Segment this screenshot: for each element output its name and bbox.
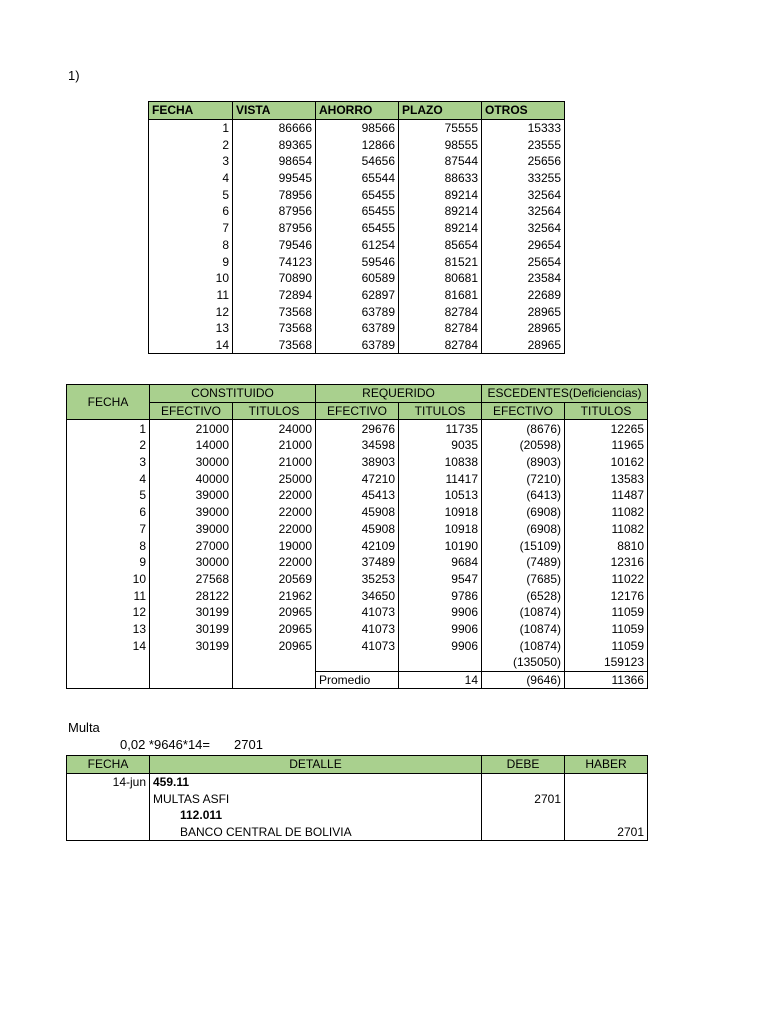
col-header-fecha: FECHA bbox=[149, 102, 233, 120]
average-efectivo: (9646) bbox=[482, 671, 565, 689]
empty-cell bbox=[233, 671, 316, 689]
table-cell: 82784 bbox=[399, 337, 482, 354]
table-cell: 12866 bbox=[316, 136, 399, 153]
average-row bbox=[67, 671, 648, 689]
table-cell: 15333 bbox=[482, 119, 565, 136]
table-cell: 11059 bbox=[565, 604, 648, 621]
table-row bbox=[67, 454, 648, 471]
table-cell: 4 bbox=[149, 170, 233, 187]
table-row bbox=[149, 303, 565, 320]
table-cell: 5 bbox=[67, 487, 150, 504]
table-cell: 14 bbox=[67, 637, 150, 654]
table-cell: 9 bbox=[149, 253, 233, 270]
table-row bbox=[149, 287, 565, 304]
table-row bbox=[149, 186, 565, 203]
table-cell: 30199 bbox=[150, 621, 233, 638]
empty-cell bbox=[67, 654, 150, 671]
table-row bbox=[149, 119, 565, 136]
table-cell: 24000 bbox=[233, 420, 316, 437]
table-cell: 70890 bbox=[233, 270, 316, 287]
table-row bbox=[67, 824, 648, 841]
table-cell: 41073 bbox=[316, 637, 399, 654]
table-cell: (20598) bbox=[482, 437, 565, 454]
sub-header-efectivo: EFECTIVO bbox=[482, 402, 565, 420]
table-row bbox=[67, 554, 648, 571]
table-cell: 11082 bbox=[565, 521, 648, 538]
table-cell: 74123 bbox=[233, 253, 316, 270]
table-cell: 11059 bbox=[565, 621, 648, 638]
table-cell: 47210 bbox=[316, 470, 399, 487]
table-cell: 9035 bbox=[399, 437, 482, 454]
table-row bbox=[149, 153, 565, 170]
table-cell: 81681 bbox=[399, 287, 482, 304]
table-cell: 34598 bbox=[316, 437, 399, 454]
table-cell: 63789 bbox=[316, 337, 399, 354]
table-cell: 45908 bbox=[316, 521, 399, 538]
table-cell: 65455 bbox=[316, 220, 399, 237]
debe-cell: 2701 bbox=[482, 790, 565, 807]
group-header-escedentes: ESCEDENTES(Deficiencias) bbox=[482, 385, 648, 403]
table-cell: 11 bbox=[149, 287, 233, 304]
table-cell: 89365 bbox=[233, 136, 316, 153]
fecha-cell bbox=[67, 790, 150, 807]
table-cell: 39000 bbox=[150, 487, 233, 504]
table-cell: 21000 bbox=[233, 437, 316, 454]
col-header-fecha: FECHA bbox=[67, 756, 150, 774]
table-cell: 12176 bbox=[565, 587, 648, 604]
journal-table bbox=[66, 755, 648, 841]
table-cell: 65455 bbox=[316, 186, 399, 203]
table-cell: 62897 bbox=[316, 287, 399, 304]
section-number: 1) bbox=[68, 68, 80, 83]
table-cell: 88633 bbox=[399, 170, 482, 187]
col-header-plazo: PLAZO bbox=[399, 102, 482, 120]
table-row bbox=[149, 170, 565, 187]
table-row bbox=[67, 470, 648, 487]
empty-cell bbox=[233, 654, 316, 671]
table-cell: 87956 bbox=[233, 203, 316, 220]
detalle-cell: BANCO CENTRAL DE BOLIVIA bbox=[150, 824, 482, 841]
table-cell: 6 bbox=[149, 203, 233, 220]
table-cell: 98566 bbox=[316, 119, 399, 136]
journal-header-row bbox=[67, 756, 648, 774]
table-row bbox=[67, 773, 648, 790]
table-cell: 10918 bbox=[399, 504, 482, 521]
table-cell: 14 bbox=[149, 337, 233, 354]
table-cell: 20965 bbox=[233, 621, 316, 638]
sub-header-efectivo: EFECTIVO bbox=[316, 402, 399, 420]
table-cell: 89214 bbox=[399, 186, 482, 203]
table-cell: 8810 bbox=[565, 537, 648, 554]
table-cell: 85654 bbox=[399, 237, 482, 254]
table-row bbox=[67, 521, 648, 538]
table-cell: 12 bbox=[149, 303, 233, 320]
table-cell: 13 bbox=[149, 320, 233, 337]
table-cell: 9547 bbox=[399, 571, 482, 588]
table-cell: 30199 bbox=[150, 604, 233, 621]
table-cell: 23584 bbox=[482, 270, 565, 287]
table-cell: 11059 bbox=[565, 637, 648, 654]
table-cell: 89214 bbox=[399, 203, 482, 220]
table-cell: 78956 bbox=[233, 186, 316, 203]
haber-cell bbox=[565, 790, 648, 807]
table-cell: 11487 bbox=[565, 487, 648, 504]
table-cell: 98555 bbox=[399, 136, 482, 153]
table-cell: 22000 bbox=[233, 521, 316, 538]
table-cell: 82784 bbox=[399, 303, 482, 320]
group-header-constituido: CONSTITUIDO bbox=[150, 385, 316, 403]
table-row bbox=[149, 220, 565, 237]
col-header-vista: VISTA bbox=[233, 102, 316, 120]
table-cell: (6528) bbox=[482, 587, 565, 604]
table-cell: 34650 bbox=[316, 587, 399, 604]
table-cell: 60589 bbox=[316, 270, 399, 287]
haber-cell: 2701 bbox=[565, 824, 648, 841]
table-cell: 22689 bbox=[482, 287, 565, 304]
table-cell: 11022 bbox=[565, 571, 648, 588]
table-row bbox=[149, 203, 565, 220]
table-cell: 2 bbox=[149, 136, 233, 153]
total-titulos: 159123 bbox=[565, 654, 648, 671]
table-row bbox=[67, 790, 648, 807]
table-cell: 10162 bbox=[565, 454, 648, 471]
table-cell: 39000 bbox=[150, 504, 233, 521]
table-cell: 27568 bbox=[150, 571, 233, 588]
table-row bbox=[149, 320, 565, 337]
table-cell: (6908) bbox=[482, 504, 565, 521]
table-cell: (15109) bbox=[482, 537, 565, 554]
table-cell: 10838 bbox=[399, 454, 482, 471]
fine-title: Multa bbox=[68, 720, 100, 735]
table-cell: 12265 bbox=[565, 420, 648, 437]
average-titulos: 11366 bbox=[565, 671, 648, 689]
table-cell: 11735 bbox=[399, 420, 482, 437]
debe-cell bbox=[482, 807, 565, 824]
table-row bbox=[67, 487, 648, 504]
sub-header-titulos: TITULOS bbox=[399, 402, 482, 420]
table-cell: 27000 bbox=[150, 537, 233, 554]
table-cell: 25000 bbox=[233, 470, 316, 487]
table-cell: 28965 bbox=[482, 303, 565, 320]
table-row bbox=[67, 420, 648, 437]
total-efectivo: (135050) bbox=[482, 654, 565, 671]
table-row bbox=[67, 807, 648, 824]
table-cell: 80681 bbox=[399, 270, 482, 287]
table-cell: 22000 bbox=[233, 504, 316, 521]
table-row bbox=[149, 337, 565, 354]
table-cell: 6 bbox=[67, 504, 150, 521]
table-cell: 63789 bbox=[316, 320, 399, 337]
table-cell: 32564 bbox=[482, 186, 565, 203]
table-cell: 39000 bbox=[150, 521, 233, 538]
sub-header-efectivo: EFECTIVO bbox=[150, 402, 233, 420]
table-cell: 99545 bbox=[233, 170, 316, 187]
table-cell: 79546 bbox=[233, 237, 316, 254]
table-cell: 11082 bbox=[565, 504, 648, 521]
table-cell: 2 bbox=[67, 437, 150, 454]
table-cell: 29676 bbox=[316, 420, 399, 437]
sub-header-titulos: TITULOS bbox=[565, 402, 648, 420]
col-header-fecha: FECHA bbox=[67, 385, 150, 420]
table-cell: 1 bbox=[67, 420, 150, 437]
col-header-detalle: DETALLE bbox=[150, 756, 482, 774]
table-cell: 13 bbox=[67, 621, 150, 638]
table-cell: 7 bbox=[149, 220, 233, 237]
table-cell: 30000 bbox=[150, 554, 233, 571]
table-cell: 10513 bbox=[399, 487, 482, 504]
table-cell: 41073 bbox=[316, 604, 399, 621]
col-header-haber: HABER bbox=[565, 756, 648, 774]
table-cell: 13583 bbox=[565, 470, 648, 487]
table-row bbox=[67, 637, 648, 654]
average-label: Promedio bbox=[316, 671, 399, 689]
deposits-table bbox=[148, 101, 565, 354]
table-row bbox=[149, 253, 565, 270]
table-cell: 23555 bbox=[482, 136, 565, 153]
table-cell: 35253 bbox=[316, 571, 399, 588]
table-cell: 87956 bbox=[233, 220, 316, 237]
totals-row bbox=[67, 654, 648, 671]
table-cell: 28122 bbox=[150, 587, 233, 604]
table-cell: 10918 bbox=[399, 521, 482, 538]
table-cell: (7210) bbox=[482, 470, 565, 487]
table-cell: (6413) bbox=[482, 487, 565, 504]
table-cell: 11 bbox=[67, 587, 150, 604]
table-cell: 9 bbox=[67, 554, 150, 571]
table-cell: 12 bbox=[67, 604, 150, 621]
table-cell: 32564 bbox=[482, 203, 565, 220]
table-cell: 45908 bbox=[316, 504, 399, 521]
table-cell: 12316 bbox=[565, 554, 648, 571]
empty-cell bbox=[67, 671, 150, 689]
col-header-otros: OTROS bbox=[482, 102, 565, 120]
table-cell: 75555 bbox=[399, 119, 482, 136]
table-cell: 32564 bbox=[482, 220, 565, 237]
table-cell: 5 bbox=[149, 186, 233, 203]
empty-cell bbox=[316, 654, 399, 671]
table-cell: 10 bbox=[149, 270, 233, 287]
table-cell: 65455 bbox=[316, 203, 399, 220]
detalle-cell: 459.11 bbox=[150, 773, 482, 790]
table-cell: 28965 bbox=[482, 337, 565, 354]
table-cell: 25656 bbox=[482, 153, 565, 170]
fecha-cell bbox=[67, 824, 150, 841]
table-row bbox=[67, 437, 648, 454]
table-cell: 20569 bbox=[233, 571, 316, 588]
haber-cell bbox=[565, 807, 648, 824]
table-cell: 4 bbox=[67, 470, 150, 487]
table-cell: 11965 bbox=[565, 437, 648, 454]
debe-cell bbox=[482, 773, 565, 790]
table-cell: 81521 bbox=[399, 253, 482, 270]
table-cell: 86666 bbox=[233, 119, 316, 136]
table-cell: (10874) bbox=[482, 621, 565, 638]
table-cell: 73568 bbox=[233, 320, 316, 337]
col-header-debe: DEBE bbox=[482, 756, 565, 774]
table-cell: 30000 bbox=[150, 454, 233, 471]
table-cell: 25654 bbox=[482, 253, 565, 270]
table-cell: 63789 bbox=[316, 303, 399, 320]
reserves-sub-header-row bbox=[67, 402, 648, 420]
table-cell: 54656 bbox=[316, 153, 399, 170]
debe-cell bbox=[482, 824, 565, 841]
table-cell: (7685) bbox=[482, 571, 565, 588]
table-cell: 9684 bbox=[399, 554, 482, 571]
table-cell: 61254 bbox=[316, 237, 399, 254]
table-cell: 8 bbox=[149, 237, 233, 254]
table-row bbox=[67, 504, 648, 521]
table-cell: 98654 bbox=[233, 153, 316, 170]
table-cell: 21000 bbox=[150, 420, 233, 437]
table-cell: 59546 bbox=[316, 253, 399, 270]
table-cell: (6908) bbox=[482, 521, 565, 538]
table-cell: 28965 bbox=[482, 320, 565, 337]
table-cell: 87544 bbox=[399, 153, 482, 170]
table-cell: 82784 bbox=[399, 320, 482, 337]
table-cell: 3 bbox=[67, 454, 150, 471]
table-cell: 9786 bbox=[399, 587, 482, 604]
reserves-group-header-row bbox=[67, 385, 648, 403]
reserves-table bbox=[66, 384, 648, 689]
table-cell: 45413 bbox=[316, 487, 399, 504]
table-cell: (7489) bbox=[482, 554, 565, 571]
table-cell: 65544 bbox=[316, 170, 399, 187]
average-days: 14 bbox=[399, 671, 482, 689]
table-row bbox=[149, 237, 565, 254]
table-cell: 20965 bbox=[233, 604, 316, 621]
table-cell: 1 bbox=[149, 119, 233, 136]
table-cell: 21000 bbox=[233, 454, 316, 471]
table-cell: 9906 bbox=[399, 604, 482, 621]
table-cell: 33255 bbox=[482, 170, 565, 187]
table-cell: 14000 bbox=[150, 437, 233, 454]
table-cell: 11417 bbox=[399, 470, 482, 487]
table-cell: (8676) bbox=[482, 420, 565, 437]
fine-result: 2701 bbox=[234, 737, 263, 752]
table-cell: 29654 bbox=[482, 237, 565, 254]
empty-cell bbox=[150, 654, 233, 671]
table-row bbox=[67, 621, 648, 638]
table-row bbox=[149, 270, 565, 287]
table-cell: 89214 bbox=[399, 220, 482, 237]
table-cell: 3 bbox=[149, 153, 233, 170]
haber-cell bbox=[565, 773, 648, 790]
table-cell: (10874) bbox=[482, 637, 565, 654]
deposits-header-row bbox=[149, 102, 565, 120]
table-cell: 9906 bbox=[399, 637, 482, 654]
table-cell: 10 bbox=[67, 571, 150, 588]
table-row bbox=[67, 537, 648, 554]
table-cell: 10190 bbox=[399, 537, 482, 554]
detalle-cell: 112.011 bbox=[150, 807, 482, 824]
table-row bbox=[67, 587, 648, 604]
table-cell: (10874) bbox=[482, 604, 565, 621]
table-cell: 41073 bbox=[316, 621, 399, 638]
table-cell: 73568 bbox=[233, 303, 316, 320]
table-cell: 9906 bbox=[399, 621, 482, 638]
group-header-requerido: REQUERIDO bbox=[316, 385, 482, 403]
table-row bbox=[67, 571, 648, 588]
table-cell: 22000 bbox=[233, 487, 316, 504]
table-cell: 20965 bbox=[233, 637, 316, 654]
table-cell: 7 bbox=[67, 521, 150, 538]
fine-formula: 0,02 *9646*14= bbox=[120, 737, 211, 752]
table-cell: 8 bbox=[67, 537, 150, 554]
fecha-cell: 14-jun bbox=[67, 773, 150, 790]
table-row bbox=[149, 136, 565, 153]
empty-cell bbox=[150, 671, 233, 689]
table-cell: 72894 bbox=[233, 287, 316, 304]
empty-cell bbox=[399, 654, 482, 671]
fecha-cell bbox=[67, 807, 150, 824]
table-cell: 38903 bbox=[316, 454, 399, 471]
detalle-cell: MULTAS ASFI bbox=[150, 790, 482, 807]
col-header-ahorro: AHORRO bbox=[316, 102, 399, 120]
table-cell: 40000 bbox=[150, 470, 233, 487]
table-cell: 42109 bbox=[316, 537, 399, 554]
table-cell: 37489 bbox=[316, 554, 399, 571]
table-cell: 22000 bbox=[233, 554, 316, 571]
table-cell: 19000 bbox=[233, 537, 316, 554]
table-row bbox=[67, 604, 648, 621]
table-cell: 73568 bbox=[233, 337, 316, 354]
table-cell: (8903) bbox=[482, 454, 565, 471]
table-cell: 30199 bbox=[150, 637, 233, 654]
table-cell: 21962 bbox=[233, 587, 316, 604]
sub-header-titulos: TITULOS bbox=[233, 402, 316, 420]
